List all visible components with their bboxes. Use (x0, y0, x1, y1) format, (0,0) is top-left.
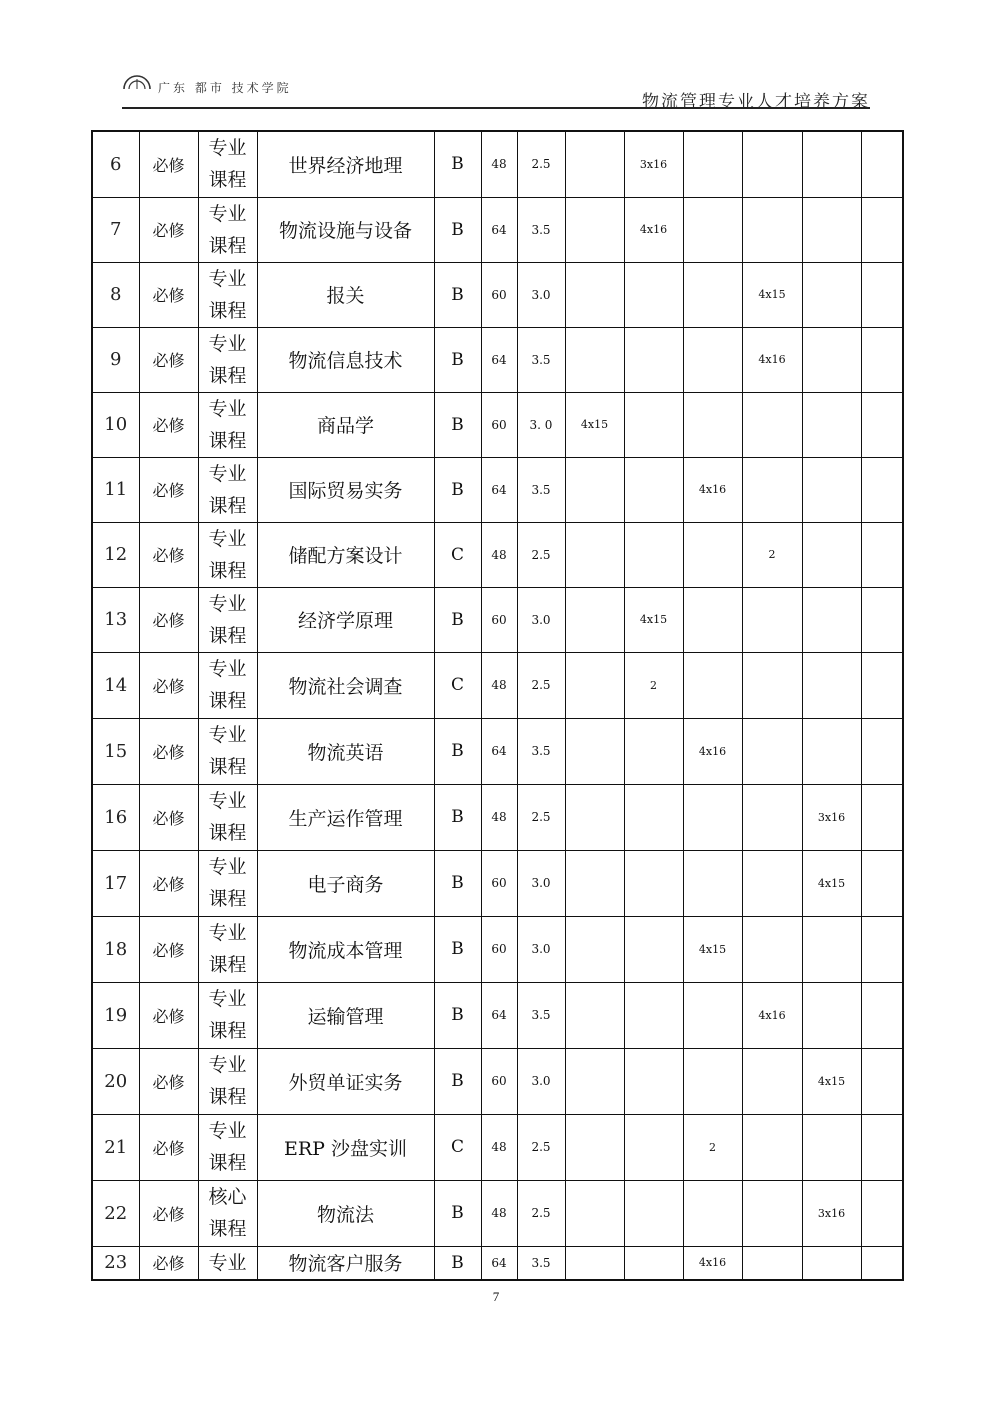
requirement-cell: 必修 (139, 1246, 198, 1280)
semester-4-hours (742, 392, 802, 457)
course-name: 运输管理 (257, 982, 434, 1048)
semester-6-hours (861, 197, 903, 262)
course-type-cell (198, 197, 257, 262)
course-category: B (434, 1048, 481, 1114)
semester-4-hours: 4x15 (742, 262, 802, 327)
course-name: 商品学 (257, 392, 434, 457)
semester-5-hours: 4x15 (802, 1048, 861, 1114)
course-number: 7 (92, 197, 139, 262)
total-hours: 64 (481, 197, 517, 262)
school-name-cropped: 广东 都市 技术学院 (158, 81, 292, 95)
semester-1-hours (565, 587, 624, 652)
semester-4-hours (742, 916, 802, 982)
table-row (92, 587, 903, 652)
credits: 3.0 (517, 850, 565, 916)
requirement-cell: 必修 (139, 197, 198, 262)
semester-5-hours (802, 1114, 861, 1180)
semester-3-hours: 4x16 (683, 1246, 742, 1280)
course-type-line-1: 专业 (208, 397, 247, 420)
semester-5-hours (802, 457, 861, 522)
semester-5-hours (802, 131, 861, 197)
semester-1-hours (565, 131, 624, 197)
document-title: 物流管理专业人才培养方案 (642, 92, 870, 112)
course-number: 19 (92, 982, 139, 1048)
total-hours: 64 (481, 457, 517, 522)
course-name: 国际贸易实务 (257, 457, 434, 522)
course-type-cell (198, 131, 257, 197)
course-number: 15 (92, 718, 139, 784)
course-type-line-2: 课程 (208, 756, 247, 778)
credits: 3.5 (517, 982, 565, 1048)
credits: 2.5 (517, 131, 565, 197)
semester-1-hours (565, 457, 624, 522)
total-hours: 48 (481, 1180, 517, 1246)
semester-2-hours (624, 718, 683, 784)
credits: 2.5 (517, 1114, 565, 1180)
course-type-line-2: 课程 (208, 1086, 247, 1108)
total-hours: 60 (481, 850, 517, 916)
semester-1-hours (565, 652, 624, 718)
semester-6-hours (861, 718, 903, 784)
credits: 3.5 (517, 457, 565, 522)
course-category: C (434, 522, 481, 587)
semester-2-hours (624, 784, 683, 850)
semester-3-hours (683, 327, 742, 392)
course-type-line-2: 课程 (208, 169, 247, 192)
course-category: B (434, 262, 481, 327)
course-type-cell (198, 262, 257, 327)
semester-6-hours (861, 850, 903, 916)
semester-5-hours (802, 522, 861, 587)
course-type-line-2: 课程 (208, 234, 247, 257)
course-category: B (434, 850, 481, 916)
course-type-line-1: 专业 (208, 202, 247, 225)
requirement-cell: 必修 (139, 587, 198, 652)
semester-1-hours (565, 982, 624, 1048)
requirement-cell: 必修 (139, 1180, 198, 1246)
table-row (92, 652, 903, 718)
semester-4-hours (742, 197, 802, 262)
course-name: 外贸单证实务 (257, 1048, 434, 1114)
semester-4-hours (742, 131, 802, 197)
course-category: B (434, 327, 481, 392)
semester-6-hours (861, 457, 903, 522)
table-row (92, 457, 903, 522)
course-type-line-2: 课程 (208, 954, 247, 976)
semester-2-hours: 4x16 (624, 197, 683, 262)
course-category: B (434, 784, 481, 850)
table-row (92, 982, 903, 1048)
semester-1-hours (565, 1246, 624, 1280)
semester-5-hours (802, 916, 861, 982)
course-category: B (434, 131, 481, 197)
course-name: 物流法 (257, 1180, 434, 1246)
course-category: B (434, 718, 481, 784)
semester-6-hours (861, 1246, 903, 1280)
semester-2-hours (624, 392, 683, 457)
course-type-line-1: 专业 (208, 922, 247, 944)
course-number: 23 (92, 1246, 139, 1280)
course-name: 物流英语 (257, 718, 434, 784)
table-row (92, 1180, 903, 1246)
course-type-line-2: 课程 (208, 299, 247, 322)
course-name: ERP 沙盘实训 (257, 1114, 434, 1180)
requirement-cell: 必修 (139, 457, 198, 522)
page-number: 7 (492, 1289, 500, 1304)
semester-5-hours (802, 197, 861, 262)
semester-4-hours: 2 (742, 522, 802, 587)
semester-4-hours (742, 718, 802, 784)
course-type-line-1: 专业 (208, 724, 247, 746)
requirement-cell: 必修 (139, 916, 198, 982)
semester-2-hours (624, 982, 683, 1048)
semester-3-hours (683, 392, 742, 457)
semester-1-hours (565, 850, 624, 916)
total-hours: 60 (481, 587, 517, 652)
course-name: 物流设施与设备 (257, 197, 434, 262)
semester-2-hours: 2 (624, 652, 683, 718)
course-type-cell (198, 1180, 257, 1246)
semester-6-hours (861, 1180, 903, 1246)
course-table (91, 130, 904, 1281)
semester-5-hours: 3x16 (802, 1180, 861, 1246)
course-number: 11 (92, 457, 139, 522)
semester-5-hours (802, 652, 861, 718)
course-type-line-1: 专业 (208, 137, 247, 160)
total-hours: 60 (481, 916, 517, 982)
semester-1-hours (565, 1114, 624, 1180)
course-number: 22 (92, 1180, 139, 1246)
semester-2-hours (624, 262, 683, 327)
requirement-cell: 必修 (139, 850, 198, 916)
course-type-line-1: 专业 (208, 790, 247, 812)
table-row (92, 131, 903, 197)
course-category: B (434, 457, 481, 522)
semester-5-hours (802, 982, 861, 1048)
credits: 2.5 (517, 784, 565, 850)
course-type-line-2: 课程 (208, 559, 247, 582)
semester-6-hours (861, 522, 903, 587)
semester-3-hours (683, 652, 742, 718)
course-type-line-1: 专业 (208, 527, 247, 550)
semester-3-hours (683, 1048, 742, 1114)
credits: 3. 0 (517, 392, 565, 457)
course-number: 8 (92, 262, 139, 327)
course-type-line-1: 专业 (208, 332, 247, 355)
semester-3-hours (683, 262, 742, 327)
semester-4-hours (742, 652, 802, 718)
course-type-line-2: 课程 (208, 1152, 247, 1174)
total-hours: 48 (481, 1114, 517, 1180)
credits: 2.5 (517, 522, 565, 587)
course-name: 物流成本管理 (257, 916, 434, 982)
header-rule (122, 107, 870, 109)
course-type-cell (198, 587, 257, 652)
requirement-cell: 必修 (139, 982, 198, 1048)
course-number: 6 (92, 131, 139, 197)
course-type-line-1: 专业 (208, 592, 247, 615)
total-hours: 60 (481, 262, 517, 327)
course-type-cell (198, 392, 257, 457)
semester-3-hours: 4x15 (683, 916, 742, 982)
course-number: 9 (92, 327, 139, 392)
semester-4-hours (742, 1246, 802, 1280)
course-type-line-2: 课程 (208, 888, 247, 910)
requirement-cell: 必修 (139, 1114, 198, 1180)
course-type-line-2: 课程 (208, 1218, 247, 1240)
semester-4-hours (742, 457, 802, 522)
semester-6-hours (861, 652, 903, 718)
course-number: 18 (92, 916, 139, 982)
course-type-cell (198, 327, 257, 392)
semester-4-hours (742, 1114, 802, 1180)
total-hours: 48 (481, 652, 517, 718)
course-number: 20 (92, 1048, 139, 1114)
semester-1-hours (565, 1048, 624, 1114)
table-row (92, 327, 903, 392)
course-category: B (434, 392, 481, 457)
semester-6-hours (861, 1048, 903, 1114)
semester-4-hours (742, 784, 802, 850)
course-type-cell (198, 850, 257, 916)
semester-1-hours (565, 327, 624, 392)
semester-3-hours (683, 197, 742, 262)
semester-2-hours: 4x15 (624, 587, 683, 652)
course-category: B (434, 1180, 481, 1246)
course-category: B (434, 587, 481, 652)
course-type-line-2: 课程 (208, 364, 247, 387)
semester-2-hours (624, 457, 683, 522)
course-number: 21 (92, 1114, 139, 1180)
semester-4-hours (742, 850, 802, 916)
semester-6-hours (861, 982, 903, 1048)
course-type-cell (198, 522, 257, 587)
course-type-cell (198, 982, 257, 1048)
semester-3-hours: 4x16 (683, 718, 742, 784)
semester-1-hours (565, 197, 624, 262)
course-type-line-1: 专业 (208, 988, 247, 1010)
semester-1-hours (565, 262, 624, 327)
credits: 3.5 (517, 327, 565, 392)
requirement-cell: 必修 (139, 652, 198, 718)
requirement-cell: 必修 (139, 392, 198, 457)
credits: 3.0 (517, 262, 565, 327)
semester-1-hours (565, 784, 624, 850)
course-number: 14 (92, 652, 139, 718)
semester-2-hours (624, 1246, 683, 1280)
course-name: 物流社会调查 (257, 652, 434, 718)
course-number: 16 (92, 784, 139, 850)
course-type-line-2: 课程 (208, 690, 247, 712)
course-name: 报关 (257, 262, 434, 327)
course-name: 经济学原理 (257, 587, 434, 652)
table-row (92, 197, 903, 262)
course-type-cell (198, 457, 257, 522)
semester-5-hours (802, 587, 861, 652)
semester-3-hours (683, 131, 742, 197)
course-type-line-1: 专业 (208, 658, 247, 680)
requirement-cell: 必修 (139, 784, 198, 850)
course-name: 物流信息技术 (257, 327, 434, 392)
total-hours: 48 (481, 784, 517, 850)
credits: 3.0 (517, 1048, 565, 1114)
course-name: 世界经济地理 (257, 131, 434, 197)
semester-5-hours (802, 1246, 861, 1280)
credits: 2.5 (517, 1180, 565, 1246)
total-hours: 64 (481, 982, 517, 1048)
semester-5-hours (802, 718, 861, 784)
total-hours: 48 (481, 131, 517, 197)
course-type-line-2: 课程 (208, 429, 247, 452)
semester-1-hours (565, 718, 624, 784)
credits: 3.0 (517, 916, 565, 982)
semester-2-hours (624, 850, 683, 916)
total-hours: 64 (481, 1246, 517, 1280)
semester-5-hours: 4x15 (802, 850, 861, 916)
course-type-cell (198, 718, 257, 784)
table-row (92, 392, 903, 457)
semester-2-hours (624, 1048, 683, 1114)
requirement-cell: 必修 (139, 718, 198, 784)
semester-1-hours (565, 1180, 624, 1246)
course-category: C (434, 652, 481, 718)
course-type-cell (198, 916, 257, 982)
semester-6-hours (861, 262, 903, 327)
table-row (92, 522, 903, 587)
course-type-line-2: 课程 (208, 1020, 247, 1042)
total-hours: 48 (481, 522, 517, 587)
semester-6-hours (861, 587, 903, 652)
semester-3-hours (683, 522, 742, 587)
requirement-cell: 必修 (139, 327, 198, 392)
credits: 3.5 (517, 718, 565, 784)
semester-6-hours (861, 784, 903, 850)
course-type-cell (198, 652, 257, 718)
table-row (92, 784, 903, 850)
semester-4-hours: 4x16 (742, 327, 802, 392)
semester-2-hours (624, 522, 683, 587)
requirement-cell: 必修 (139, 1048, 198, 1114)
semester-4-hours (742, 587, 802, 652)
table-row (92, 1048, 903, 1114)
course-number: 17 (92, 850, 139, 916)
semester-2-hours: 3x16 (624, 131, 683, 197)
semester-3-hours (683, 850, 742, 916)
semester-1-hours (565, 522, 624, 587)
semester-4-hours: 4x16 (742, 982, 802, 1048)
course-name: 电子商务 (257, 850, 434, 916)
semester-1-hours: 4x15 (565, 392, 624, 457)
semester-3-hours (683, 1180, 742, 1246)
course-category: B (434, 916, 481, 982)
semester-1-hours (565, 916, 624, 982)
credits: 3.5 (517, 197, 565, 262)
table-row (92, 1114, 903, 1180)
course-category: C (434, 1114, 481, 1180)
school-logo (122, 74, 292, 95)
course-category: B (434, 197, 481, 262)
semester-2-hours (624, 916, 683, 982)
course-type-line-1: 专业 (208, 1251, 247, 1274)
course-type-line-1: 专业 (208, 856, 247, 878)
total-hours: 64 (481, 327, 517, 392)
semester-4-hours (742, 1048, 802, 1114)
table-row (92, 850, 903, 916)
requirement-cell: 必修 (139, 131, 198, 197)
course-type-line-1: 专业 (208, 462, 247, 485)
semester-6-hours (861, 327, 903, 392)
course-type-line-1: 核心 (208, 1186, 247, 1208)
semester-6-hours (861, 1114, 903, 1180)
page-header (122, 70, 870, 110)
course-number: 13 (92, 587, 139, 652)
requirement-cell: 必修 (139, 262, 198, 327)
total-hours: 64 (481, 718, 517, 784)
course-name: 储配方案设计 (257, 522, 434, 587)
semester-5-hours: 3x16 (802, 784, 861, 850)
semester-3-hours (683, 982, 742, 1048)
semester-3-hours: 2 (683, 1114, 742, 1180)
semester-6-hours (861, 131, 903, 197)
course-type-cell (198, 1114, 257, 1180)
semester-3-hours: 4x16 (683, 457, 742, 522)
semester-2-hours (624, 327, 683, 392)
credits: 2.5 (517, 652, 565, 718)
school-emblem-icon (122, 76, 152, 90)
course-category: B (434, 982, 481, 1048)
course-type-line-1: 专业 (208, 1054, 247, 1076)
course-type-line-1: 专业 (208, 267, 247, 290)
course-type-cell (198, 1246, 257, 1280)
semester-5-hours (802, 327, 861, 392)
table-row (92, 1246, 903, 1280)
total-hours: 60 (481, 392, 517, 457)
course-type-line-2: 课程 (208, 822, 247, 844)
course-number: 12 (92, 522, 139, 587)
course-type-line-2: 课程 (208, 624, 247, 647)
credits: 3.5 (517, 1246, 565, 1280)
course-category: B (434, 1246, 481, 1280)
semester-3-hours (683, 784, 742, 850)
semester-2-hours (624, 1180, 683, 1246)
table-row (92, 718, 903, 784)
credits: 3.0 (517, 587, 565, 652)
semester-4-hours (742, 1180, 802, 1246)
table-row (92, 916, 903, 982)
course-type-cell (198, 1048, 257, 1114)
semester-6-hours (861, 916, 903, 982)
course-type-cell (198, 784, 257, 850)
course-name: 物流客户服务 (257, 1246, 434, 1280)
semester-2-hours (624, 1114, 683, 1180)
course-number: 10 (92, 392, 139, 457)
course-name: 生产运作管理 (257, 784, 434, 850)
course-type-line-2: 课程 (208, 494, 247, 517)
semester-6-hours (861, 392, 903, 457)
semester-5-hours (802, 392, 861, 457)
semester-5-hours (802, 262, 861, 327)
semester-3-hours (683, 587, 742, 652)
table-row (92, 262, 903, 327)
course-type-line-1: 专业 (208, 1120, 247, 1142)
requirement-cell: 必修 (139, 522, 198, 587)
total-hours: 60 (481, 1048, 517, 1114)
